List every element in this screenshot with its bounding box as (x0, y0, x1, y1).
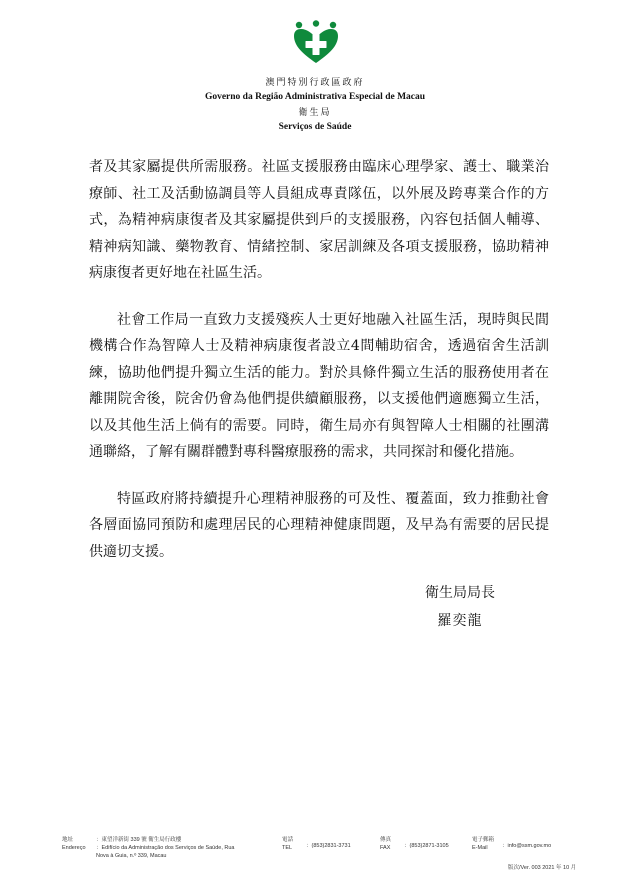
body-paragraph-2: 社會工作局一直致力支援殘疾人士更好地融入社區生活，現時與民間機構合作為智障人士及精神病康復者設立4間輔助宿舍，透過宿舍生活訓練，協助他們提升獨立生活的能力。對於具條件獨立生活的服務使用者在離開院舍後，院舍仍會為他們提供續顧服務，以支援他們適應獨立生活，以及其他生活上倘有的需要。同時，衛生局亦有與智障人士相關的社團溝通聯絡，了解有關群體對專科醫療服務的需求，共同探討和優化措施。 (89, 311, 549, 460)
footer-email-label: 電子郵箱 E-Mail (472, 837, 495, 851)
header-dept-zh: 衛生局 (298, 108, 332, 118)
signature-name: 羅奕龍 (437, 613, 483, 629)
footer-email-link[interactable]: ：info@ssm.gov.mo (502, 843, 552, 849)
logo-figure-left-head (296, 22, 302, 28)
signature-title: 衛生局局長 (425, 585, 495, 601)
body-paragraph-3: 特區政府將持續提升心理精神服務的可及性、覆蓋面，致力推動社會各層面協同預防和處理居民的心理精神健康問題，及早為有需要的居民提供適切支援。 (89, 490, 549, 560)
footer (0, 836, 630, 886)
header-org-pt: Governo da Região Administrativa Especial de Macau (204, 92, 426, 102)
letter-body (89, 154, 549, 585)
footer-fax-label: 傳真 FAX (380, 837, 392, 851)
logo-figure-right-head (330, 22, 336, 28)
health-bureau-logo (293, 20, 339, 64)
body-paragraph-1: 者及其家屬提供所需服務。社區支援服務由臨床心理學家、護士、職業治療師、社工及活動協調員等人員組成專責隊伍，以外展及跨專業合作的方式，為精神病康復者及其家屬提供到戶的支援服務，內容包括個人輔導、精神病知識、藥物教育、情緒控制、家居訓練及各項支援服務，協助精神病康復者更好地在社區生活。 (89, 159, 549, 281)
footer-address-value: ：東望洋新街 339 號 衛生局行政樓 ：Edifício da Administração dos Serviços de Saúde, Rua Nova à Guia, n.º 339, Macau (96, 837, 235, 859)
footer-address-label: 地址 Endereço (62, 837, 86, 851)
header-org-zh: 澳門特別行政區政府 (265, 78, 365, 88)
footer-fax-value: ：(853)2871-3105 (404, 843, 449, 849)
footer-version: 版次/Ver. 003 2021 年 10 月 (508, 865, 577, 871)
footer-tel-value: ：(853)2831-3731 (306, 843, 351, 849)
footer-tel-label: 電話 TEL (282, 837, 294, 851)
header-dept-pt: Serviços de Saúde (278, 122, 352, 132)
logo-figure-center-head (313, 20, 319, 26)
